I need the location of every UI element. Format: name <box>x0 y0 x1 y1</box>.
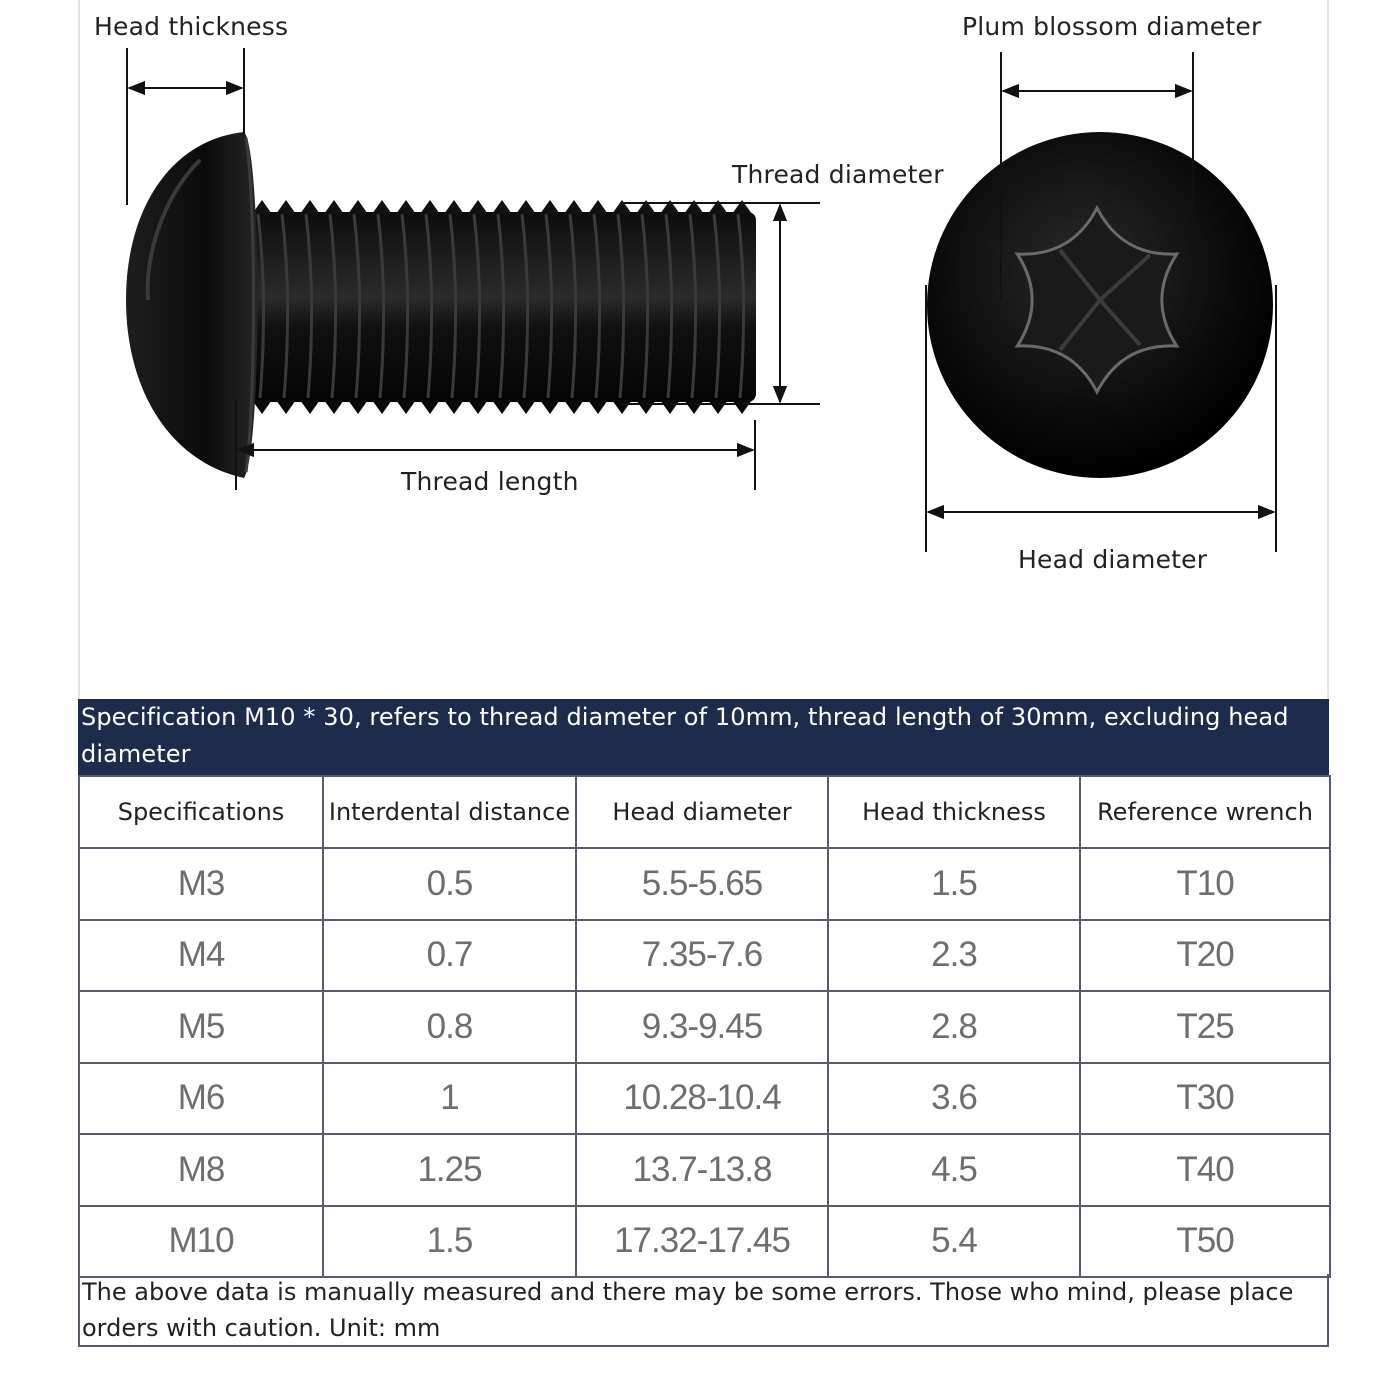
table-header-row <box>79 776 1330 848</box>
cell-interdental-distance: 0.5 <box>323 848 576 920</box>
cell-specification: M3 <box>79 848 323 920</box>
specification-note-banner: Specification M10 * 30, refers to thread diameter of 10mm, thread length of 30mm, excluding head diameter <box>78 699 1329 776</box>
cell-reference-wrench: T50 <box>1080 1206 1330 1278</box>
label-plum-blossom-diameter: Plum blossom diameter <box>962 12 1262 41</box>
cell-interdental-distance: 1.25 <box>323 1134 576 1206</box>
cell-head-thickness: 3.6 <box>828 1063 1080 1135</box>
label-head-diameter: Head diameter <box>1018 545 1208 574</box>
cell-reference-wrench: T40 <box>1080 1134 1330 1206</box>
label-thread-diameter: Thread diameter <box>732 160 944 189</box>
cell-reference-wrench: T30 <box>1080 1063 1330 1135</box>
screw-head <box>126 132 258 478</box>
cell-interdental-distance: 0.7 <box>323 920 576 992</box>
cell-head-diameter: 10.28-10.4 <box>576 1063 828 1135</box>
cell-head-thickness: 2.3 <box>828 920 1080 992</box>
col-header-specifications: Specifications <box>79 776 323 848</box>
spec-table <box>78 775 1331 1278</box>
cell-specification: M8 <box>79 1134 323 1206</box>
table-row <box>79 991 1330 1063</box>
col-header-head-diameter: Head diameter <box>576 776 828 848</box>
cell-head-thickness: 1.5 <box>828 848 1080 920</box>
cell-interdental-distance: 1.5 <box>323 1206 576 1278</box>
cell-head-diameter: 13.7-13.8 <box>576 1134 828 1206</box>
table-row <box>79 920 1330 992</box>
thread-body <box>236 212 756 402</box>
button-head-screw-side-view <box>126 132 756 478</box>
cell-head-diameter: 9.3-9.45 <box>576 991 828 1063</box>
col-header-reference-wrench: Reference wrench <box>1080 776 1330 848</box>
cell-head-thickness: 5.4 <box>828 1206 1080 1278</box>
cell-specification: M10 <box>79 1206 323 1278</box>
measurement-disclaimer: The above data is manually measured and there may be some errors. Those who mind, please place orders with caution. Unit: mm <box>78 1274 1329 1347</box>
table-row <box>79 1063 1330 1135</box>
cell-interdental-distance: 1 <box>323 1063 576 1135</box>
table-row <box>79 1206 1330 1278</box>
cell-head-thickness: 2.8 <box>828 991 1080 1063</box>
cell-reference-wrench: T20 <box>1080 920 1330 992</box>
cell-specification: M4 <box>79 920 323 992</box>
cell-head-diameter: 7.35-7.6 <box>576 920 828 992</box>
cell-interdental-distance: 0.8 <box>323 991 576 1063</box>
torx-head-top-view <box>927 132 1273 478</box>
table-row <box>79 848 1330 920</box>
cell-reference-wrench: T10 <box>1080 848 1330 920</box>
col-header-head-thickness: Head thickness <box>828 776 1080 848</box>
table-row <box>79 1134 1330 1206</box>
cell-head-diameter: 17.32-17.45 <box>576 1206 828 1278</box>
label-head-thickness: Head thickness <box>94 12 289 41</box>
label-thread-length: Thread length <box>401 467 579 496</box>
cell-specification: M6 <box>79 1063 323 1135</box>
col-header-interdental-distance: Interdental distance <box>323 776 576 848</box>
cell-reference-wrench: T25 <box>1080 991 1330 1063</box>
cell-specification: M5 <box>79 991 323 1063</box>
cell-head-thickness: 4.5 <box>828 1134 1080 1206</box>
cell-head-diameter: 5.5-5.65 <box>576 848 828 920</box>
